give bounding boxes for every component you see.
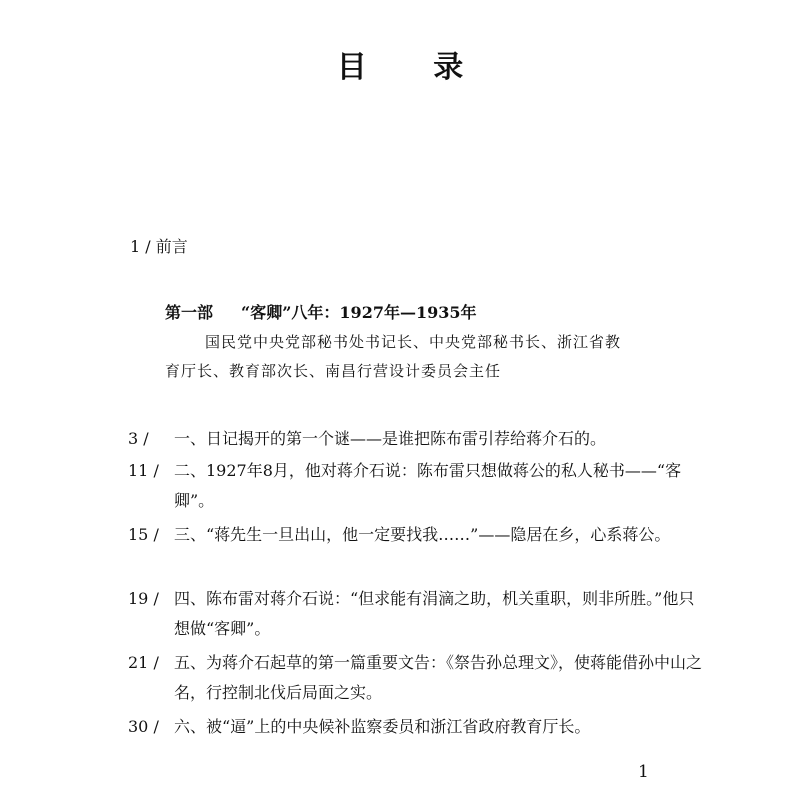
part-number: 第一部 [165,303,214,322]
page-number: 1 [638,762,649,782]
entry-text: 二、1927年8月，他对蒋介石说：陈布雷只想做蒋公的私人秘书——“客卿”。 [174,461,682,510]
toc-entry [128,648,704,708]
entry-text: 一、日记揭开的第一个谜——是谁把陈布雷引荐给蒋介石的。 [174,429,607,448]
entry-page-number: 3 / [128,429,149,448]
entry-text: 六、被“逼”上的中央候补监察委员和浙江省政府教育厅长。 [174,717,591,736]
toc-entry [128,520,704,550]
part-description: 国民党中央党部秘书处书记长、中央党部秘书长、浙江省教育厅长、教育部次长、南昌行营设计委员会主任 [165,333,622,380]
page-title: 目 录 [336,50,492,85]
toc-entry [128,712,704,742]
toc-preface: 1 / 前言 [130,237,188,256]
toc-entry [128,584,704,644]
entry-text: 三、“蒋先生一旦出山，他一定要找我……”——隐居在乡，心系蒋公。 [174,525,671,544]
entry-page-number: 19 / [128,589,159,608]
part-title: “客卿”八年：1927年—1935年 [241,303,477,322]
toc-entry [128,424,704,454]
entry-text: 五、为蒋介石起草的第一篇重要文告：《祭告孙总理文》，使蒋能借孙中山之名，行控制北伐后局面之实。 [174,653,703,702]
entry-page-number: 15 / [128,525,159,544]
part-heading [165,300,477,323]
entry-page-number: 30 / [128,717,159,736]
entry-page-number: 21 / [128,653,159,672]
entry-text: 四、陈布雷对蒋介石说：“但求能有涓滴之助，机关重职，则非所胜。”他只想做“客卿”。 [174,589,695,638]
toc-entry [128,456,704,516]
entry-page-number: 11 / [128,461,159,480]
